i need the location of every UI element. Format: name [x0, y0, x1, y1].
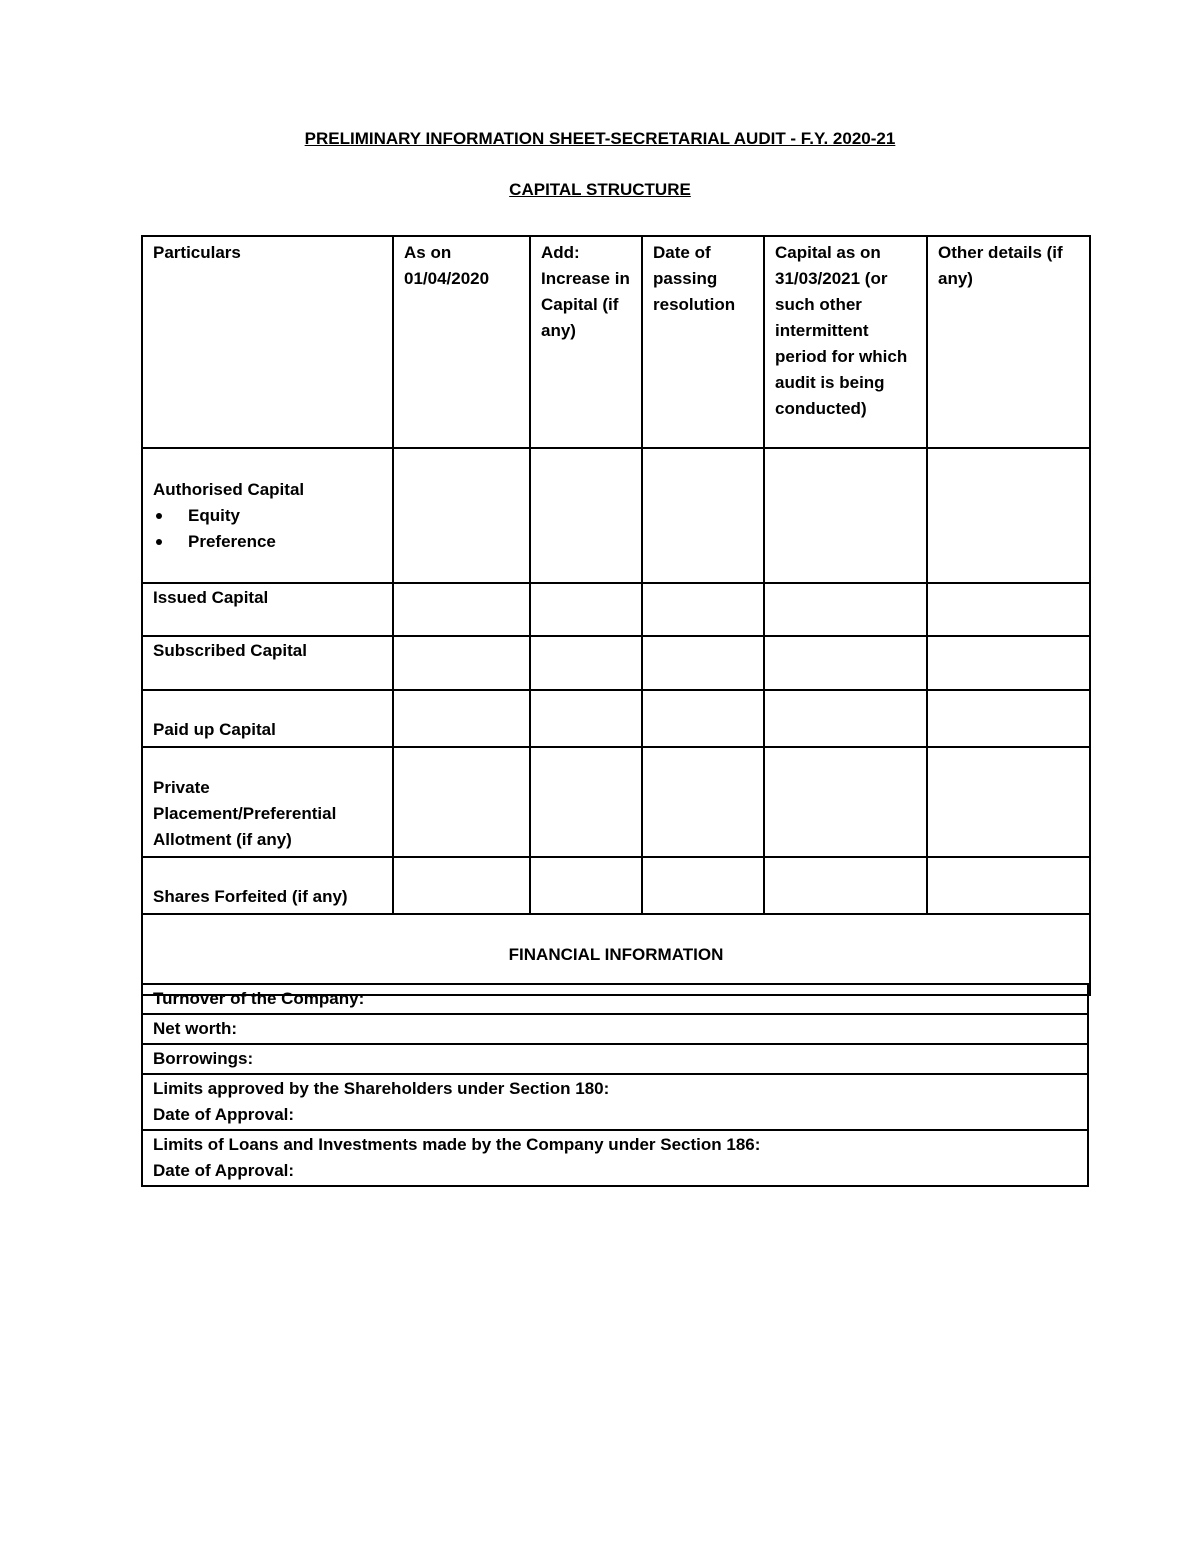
blank-cell[interactable] [642, 636, 764, 690]
blank-cell[interactable] [927, 448, 1090, 583]
table-row [142, 583, 1090, 636]
blank-cell[interactable] [764, 690, 927, 747]
table-row [142, 1014, 1088, 1044]
blank-cell[interactable] [393, 690, 530, 747]
blank-cell[interactable] [764, 448, 927, 583]
blank-cell[interactable] [642, 690, 764, 747]
blank-cell[interactable] [393, 448, 530, 583]
blank-cell[interactable] [530, 636, 642, 690]
row-label-issued: Issued Capital [142, 583, 393, 636]
section-180-limits-label: Limits approved by the Shareholders under Section 180: [153, 1079, 610, 1098]
row-label-authorised [142, 448, 393, 583]
table-row [142, 690, 1090, 747]
financial-information-heading: FINANCIAL INFORMATION [142, 914, 1090, 995]
blank-cell[interactable] [927, 690, 1090, 747]
header-other-details: Other details (if any) [927, 236, 1090, 448]
borrowings-field[interactable]: Borrowings: [142, 1044, 1088, 1074]
header-as-on: As on 01/04/2020 [393, 236, 530, 448]
section-186-limits-label: Limits of Loans and Investments made by the Company under Section 186: [153, 1135, 761, 1154]
table-row [142, 747, 1090, 857]
row-label-shares-forfeited: Shares Forfeited (if any) [142, 857, 393, 914]
table-row [142, 1130, 1088, 1186]
section-186-date-label: Date of Approval: [153, 1161, 295, 1180]
table-row [142, 984, 1088, 1014]
header-capital-as-on: Capital as on 31/03/2021 (or such other intermittent period for which audit is being conducted) [764, 236, 927, 448]
authorised-capital-label: Authorised Capital [153, 480, 305, 499]
row-label-private-placement: Private Placement/Preferential Allotment (if any) [142, 747, 393, 857]
blank-cell[interactable] [927, 583, 1090, 636]
table-row [142, 1074, 1088, 1130]
authorised-capital-list [153, 503, 382, 555]
blank-cell[interactable] [530, 857, 642, 914]
row-label-paid-up: Paid up Capital [142, 690, 393, 747]
table-header-row [142, 236, 1090, 448]
header-particulars: Particulars [142, 236, 393, 448]
blank-cell[interactable] [764, 636, 927, 690]
turnover-field[interactable]: Turnover of the Company: [142, 984, 1088, 1014]
blank-cell[interactable] [642, 747, 764, 857]
capital-structure-table [141, 235, 1091, 996]
blank-cell[interactable] [642, 448, 764, 583]
section-title: CAPITAL STRUCTURE [509, 180, 691, 199]
header-resolution-date: Date of passing resolution [642, 236, 764, 448]
row-label-subscribed: Subscribed Capital [142, 636, 393, 690]
blank-cell[interactable] [764, 857, 927, 914]
blank-cell[interactable] [927, 747, 1090, 857]
document-title: PRELIMINARY INFORMATION SHEET-SECRETARIAL AUDIT - F.Y. 2020-21 [304, 129, 896, 148]
blank-cell[interactable] [764, 583, 927, 636]
blank-cell[interactable] [530, 448, 642, 583]
financial-information-table [141, 983, 1089, 1187]
blank-cell[interactable] [642, 857, 764, 914]
section-186-field[interactable] [142, 1130, 1088, 1186]
table-row [142, 857, 1090, 914]
list-item: Preference [153, 529, 382, 555]
blank-cell[interactable] [764, 747, 927, 857]
blank-cell[interactable] [642, 583, 764, 636]
blank-cell[interactable] [927, 636, 1090, 690]
blank-cell[interactable] [393, 747, 530, 857]
section-180-field[interactable] [142, 1074, 1088, 1130]
blank-cell[interactable] [393, 636, 530, 690]
section-180-date-label: Date of Approval: [153, 1105, 295, 1124]
blank-cell[interactable] [393, 857, 530, 914]
blank-cell[interactable] [393, 583, 530, 636]
blank-cell[interactable] [530, 747, 642, 857]
blank-cell[interactable] [530, 583, 642, 636]
table-row [142, 636, 1090, 690]
list-item: Equity [153, 503, 382, 529]
blank-cell[interactable] [927, 857, 1090, 914]
blank-cell[interactable] [530, 690, 642, 747]
header-increase: Add: Increase in Capital (if any) [530, 236, 642, 448]
net-worth-field[interactable]: Net worth: [142, 1014, 1088, 1044]
table-row [142, 1044, 1088, 1074]
table-row [142, 448, 1090, 583]
